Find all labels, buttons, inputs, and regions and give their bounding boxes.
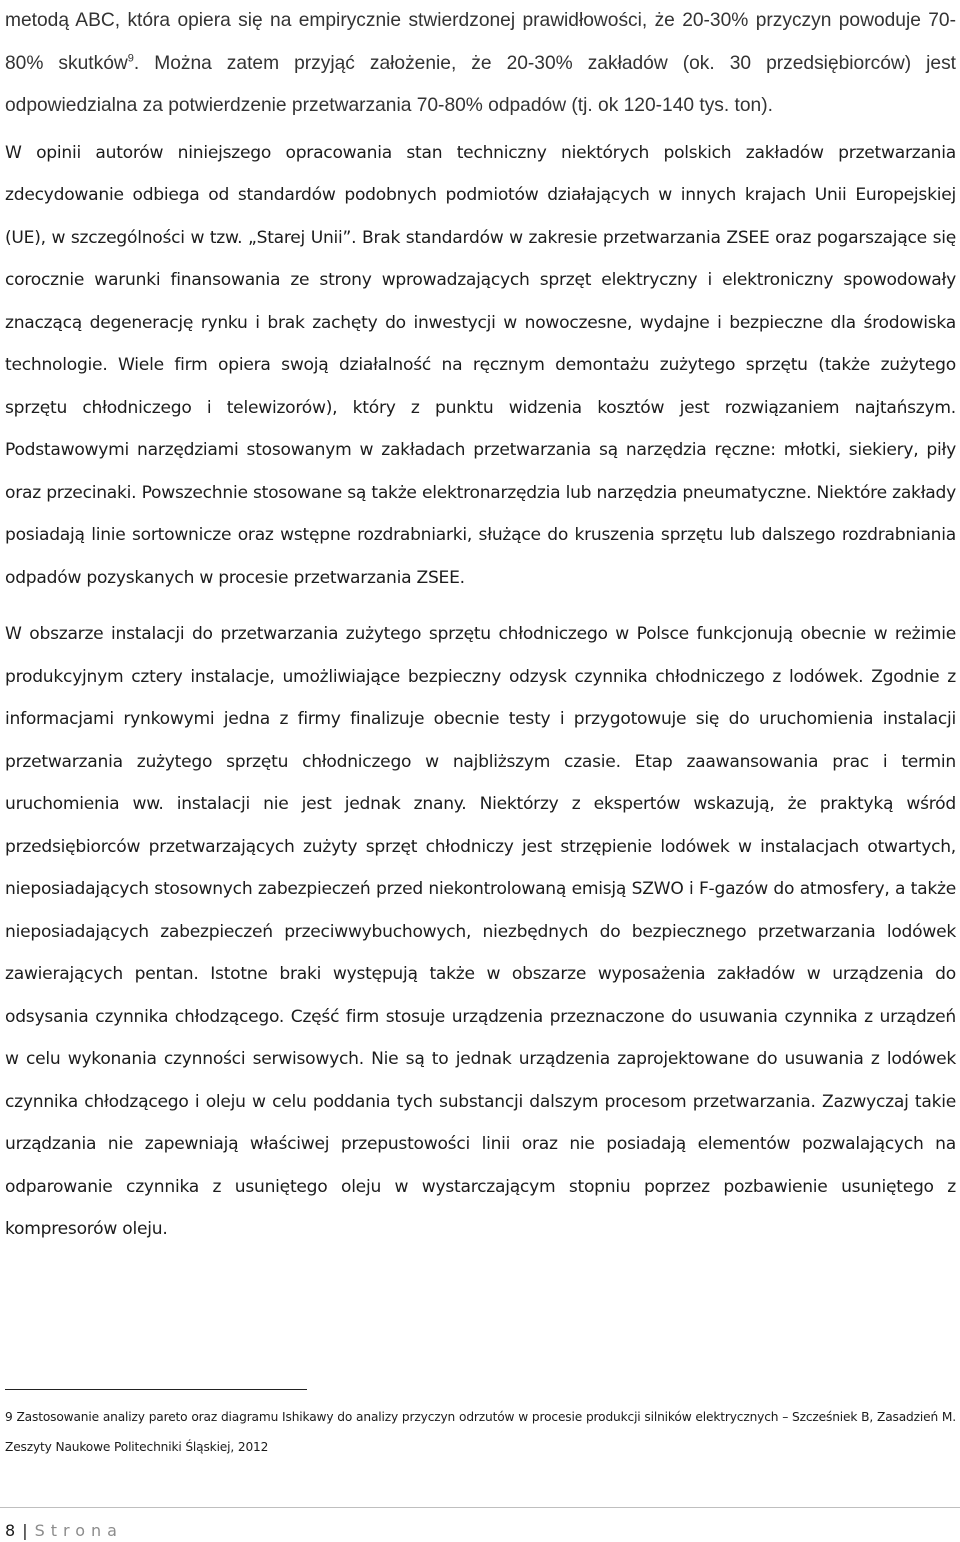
footer-page-word: Strona <box>34 1521 123 1540</box>
footnote-divider <box>5 1389 307 1390</box>
paragraph-intro-text: metodą ABC, która opiera się na empirycznie stwierdzonej prawidłowości, że 20-30% przyczyn powoduje 70-80% skutków <box>5 10 956 74</box>
paragraph-technical-state: W opinii autorów niniejszego opracowania stan techniczny niektórych polskich zakładów przetwarzania zdecydowanie odbiega od standardów podobnych podmiotów działających w innych krajach Unii Europejskiej (UE), w szczególności w tzw. „Starej Unii”. Brak standardów w zakresie przetwarzania ZSEE oraz pogarszające się corocznie warunki finansowania ze strony wprowadzających sprzęt elektryczny i elektroniczny spowodowały znaczącą degenerację rynku i brak zachęty do inwestycji w nowoczesne, wydajne i bezpieczne dla środowiska technologie. Wiele firm opiera swoją działalność na ręcznym demontażu zużytego sprzętu (także zużytego sprzętu chłodniczego i telewizorów), który z punktu widzenia kosztów jest rozwiązaniem najtańszym. Podstawowymi narzędziami stosowanym w zakładach przetwarzania są narzędzia ręczne: młotki, siekiery, piły oraz przecinaki. Powszechnie stosowane są także elektronarzędzia lub narzędzia pneumatyczne. Niektóre zakłady posiadają linie sortownicze oraz wstępne rozdrabniarki, służące do kruszenia sprzętu lub dalszego rozdrabniania odpadów pozyskanych w procesie przetwarzania ZSEE. <box>5 142 956 588</box>
footnote-reference[interactable]: 9 <box>127 52 134 65</box>
document-page <box>5 0 956 1251</box>
footer-separator: | <box>22 1521 28 1540</box>
page-footer <box>5 1520 123 1542</box>
footer-divider <box>0 1507 960 1508</box>
paragraph-refrigeration-installations: W obszarze instalacji do przetwarzania zużytego sprzętu chłodniczego w Polsce funkcjonują obecnie w reżimie produkcyjnym cztery instalacje, umożliwiające bezpieczny odzysk czynnika chłodniczego z lodówek. Zgodnie z informacjami rynkowymi jedna z firmy finalizuje obecnie testy i przygotowuje się do uruchomienia instalacji przetwarzania zużytego sprzętu chłodniczego w najbliższym czasie. Etap zaawansowania prac i termin uruchomienia ww. instalacji nie jest jednak znany. Niektórzy z ekspertów wskazują, że praktyką wśród przedsiębiorców przetwarzających zużyty sprzęt chłodniczy jest strzępienie lodówek w instalacjach otwartych, nieposiadających stosownych zabezpieczeń przed niekontrolowaną emisją SZWO i F-gazów do atmosfery, a także nieposiadających zabezpieczeń przeciwwybuchowych, niezbędnych do bezpiecznego przetwarzania lodówek zawierających pentan. Istotne braki występują także w obszarze wyposażenia zakładów w urządzenia do odsysania czynnika chłodzącego. Część firm stosuje urządzenia przeznaczone do usuwania czynnika z urządzeń w celu wykonania czynności serwisowych. Nie są to jednak urządzenia zaprojektowane do usuwania z lodówek czynnika chłodzącego i oleju w celu poddania tych substancji dalszym procesom przetwarzania. Zazwyczaj takie urządzania nie zapewniają właściwej przepustowości linii oraz nie posiadają elementów pozwalających na odparowanie czynnika z usuniętego oleju w wystarczającym stopniu poprzez pozbawienie usuniętego z kompresorów oleju. <box>5 624 956 1239</box>
page-number: 8 <box>5 1521 16 1540</box>
paragraph-intro-continued: . Można zatem przyjąć założenie, że 20-30% zakładów (ok. 30 przedsiębiorców) jest odpowiedzialna za potwierdzenie przetwarzania 70-80% odpadów (tj. ok 120-140 tys. ton). <box>5 52 956 116</box>
paragraph-intro <box>5 0 956 128</box>
footnote: 9 Zastosowanie analizy pareto oraz diagramu Ishikawy do analizy przyczyn odrzutów w procesie produkcji silników elektrycznych – Szcześniek B, Zasadzień M. Zeszyty Naukowe Politechniki Śląskiej, 2012 <box>5 1410 956 1454</box>
